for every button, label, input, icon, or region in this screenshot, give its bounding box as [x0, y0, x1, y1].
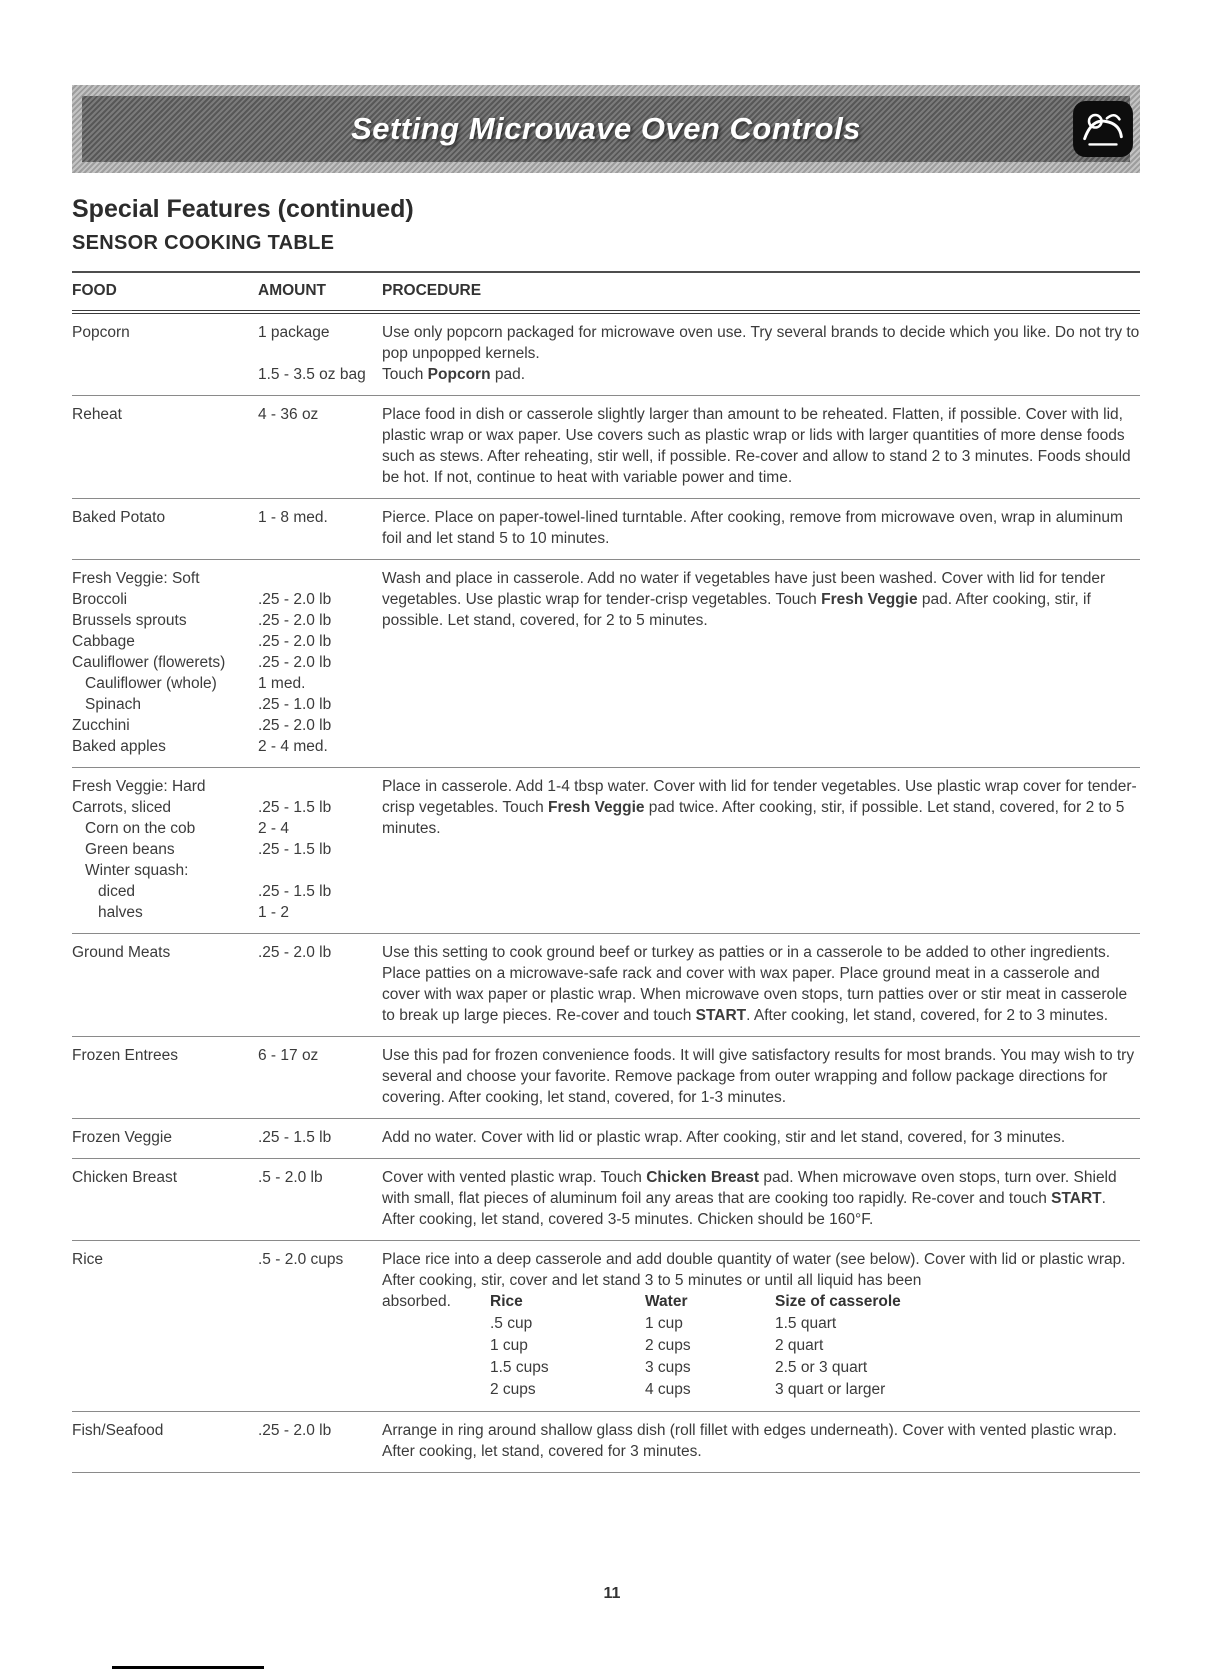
table-row	[72, 499, 1140, 560]
procedure-text: Place rice into a deep casserole and add double quantity of water (see below). Cover with lid or plastic wrap. After cooking, stir, cover and let stand 3 to 5 minutes or until all liquid has been	[382, 1251, 1126, 1289]
amount-line: 6 - 17 oz	[258, 1047, 319, 1064]
sub-table-cell: 4 cups	[645, 1381, 691, 1398]
food-cell	[72, 1045, 258, 1108]
food-line: Cabbage	[72, 633, 135, 650]
amount-line: .25 - 2.0 lb	[258, 633, 332, 650]
food-line: Corn on the cob	[85, 820, 196, 837]
sub-table-cell: 1.5 quart	[775, 1315, 837, 1332]
procedure-bold-text: Popcorn	[427, 366, 491, 383]
amount-cell	[258, 942, 382, 1026]
amount-line: .25 - 2.0 lb	[258, 944, 332, 961]
food-line: Chicken Breast	[72, 1169, 178, 1186]
procedure-paragraph	[382, 1249, 1140, 1291]
procedure-cell	[382, 776, 1140, 923]
food-line: Carrots, sliced	[72, 799, 172, 816]
food-line: Popcorn	[72, 324, 130, 341]
procedure-cell	[382, 507, 1140, 549]
sub-table-cell: 2.5 or 3 quart	[775, 1359, 868, 1376]
table-row	[72, 1412, 1140, 1473]
procedure-cell	[382, 404, 1140, 488]
food-cell	[72, 1167, 258, 1230]
rice-sub-table	[382, 1291, 1140, 1401]
sub-table-header-row	[490, 1291, 901, 1313]
sub-table-cell: 3 cups	[645, 1359, 691, 1376]
column-header-amount: AMOUNT	[258, 282, 327, 299]
amount-line: 1 package	[258, 324, 330, 341]
amount-line: .25 - 1.5 lb	[258, 799, 332, 816]
procedure-cell	[382, 1420, 1140, 1462]
column-header-procedure: PROCEDURE	[382, 282, 482, 299]
food-line: Broccoli	[72, 591, 128, 608]
amount-cell	[258, 1127, 382, 1148]
sensor-cooking-table	[72, 271, 1140, 1473]
amount-line: .25 - 2.0 lb	[258, 1422, 332, 1439]
procedure-paragraph	[382, 776, 1140, 839]
procedure-text: Use this setting to cook ground beef or turkey as patties or in a casserole to be added to other ingredients. Place patties on a microwave-safe rack and cover with wax paper. Place ground meat in a casserole and cover with wax paper or plastic wrap. When microwave oven stops, turn patties over or stir meat in casserole to break up large pieces. Re-cover and touch	[382, 944, 1128, 1024]
sub-table-cell: .5 cup	[490, 1315, 533, 1332]
column-header-food: FOOD	[72, 282, 117, 299]
food-line: Cauliflower (flowerets)	[72, 654, 226, 671]
amount-line: .25 - 2.0 lb	[258, 717, 332, 734]
procedure-bold-text: Fresh Veggie	[821, 591, 918, 608]
amount-cell	[258, 322, 382, 385]
procedure-text: Pierce. Place on paper-towel-lined turntable. After cooking, remove from microwave oven, wrap in aluminum foil and let stand 5 to 10 minutes.	[382, 509, 1123, 547]
amount-line: 1 med.	[258, 675, 306, 692]
amount-cell	[258, 776, 382, 923]
rice-measure-table	[490, 1291, 901, 1401]
banner-title: Setting Microwave Oven Controls	[351, 111, 861, 146]
procedure-cell	[382, 1127, 1140, 1148]
food-cell	[72, 1420, 258, 1462]
amount-line: .25 - 1.5 lb	[258, 883, 332, 900]
table-row	[72, 1241, 1140, 1412]
amount-line: 2 - 4	[258, 820, 290, 837]
sub-table-cell: 1.5 cups	[490, 1359, 549, 1376]
table-row	[72, 396, 1140, 499]
table-header-row	[72, 271, 1140, 314]
food-line: Frozen Entrees	[72, 1047, 178, 1064]
procedure-cell	[382, 322, 1140, 385]
amount-line: .25 - 1.5 lb	[258, 841, 332, 858]
table-row	[72, 1037, 1140, 1119]
food-line: Fresh Veggie: Soft	[72, 570, 200, 587]
table-row	[72, 768, 1140, 934]
amount-cell	[258, 1167, 382, 1230]
food-cell	[72, 776, 258, 923]
table-title: SENSOR COOKING TABLE	[72, 232, 335, 254]
food-line: Fresh Veggie: Hard	[72, 778, 206, 795]
procedure-paragraph	[382, 1420, 1140, 1462]
sub-table-cell: 2 cups	[490, 1381, 536, 1398]
amount-line	[258, 776, 382, 797]
food-cell	[72, 1249, 258, 1401]
procedure-text: pad.	[490, 366, 526, 383]
amount-line: .25 - 2.0 lb	[258, 612, 332, 629]
sub-table-row	[490, 1335, 901, 1357]
procedure-text: pad. When microwave oven stops, turn over. Shield with small, flat pieces of aluminum foil any areas that are cooking too rapidly. Re-cover and touch	[382, 1169, 1117, 1207]
procedure-paragraph	[382, 364, 1140, 385]
oven-controls-icon	[1072, 100, 1134, 158]
procedure-paragraph	[382, 507, 1140, 549]
amount-line: 4 - 36 oz	[258, 406, 319, 423]
food-line: Fish/Seafood	[72, 1422, 164, 1439]
sub-table-cell: 1 cup	[645, 1315, 683, 1332]
food-line: Spinach	[85, 696, 142, 713]
table-row	[72, 314, 1140, 396]
amount-line: .25 - 2.0 lb	[258, 654, 332, 671]
table-row	[72, 934, 1140, 1037]
page-number: 11	[603, 1585, 621, 1602]
procedure-text: . After cooking, let stand, covered 3-5 minutes. Chicken should be 160°F.	[382, 1190, 1106, 1228]
food-line: Green beans	[85, 841, 175, 858]
food-line: Ground Meats	[72, 944, 171, 961]
amount-cell	[258, 1420, 382, 1462]
procedure-text: pad twice. After cooking, stir, if possible. Let stand, covered, for 2 to 5 minutes.	[382, 799, 1125, 837]
amount-cell	[258, 568, 382, 757]
procedure-cell	[382, 1167, 1140, 1230]
procedure-text: pad. After cooking, stir, if possible. Let stand, covered, for 2 to 5 minutes.	[382, 591, 1091, 629]
amount-cell	[258, 1249, 382, 1401]
procedure-text: absorbed.	[382, 1293, 451, 1310]
table-row	[72, 560, 1140, 768]
food-cell	[72, 568, 258, 757]
amount-line: .5 - 2.0 cups	[258, 1251, 344, 1268]
amount-line	[258, 568, 382, 589]
amount-line: 1.5 - 3.5 oz bag	[258, 366, 366, 383]
food-cell	[72, 942, 258, 1026]
procedure-paragraph	[382, 1045, 1140, 1108]
amount-cell	[258, 1045, 382, 1108]
procedure-text: Place food in dish or casserole slightly larger than amount to be reheated. Flatten, if possible. Cover with lid, plastic wrap or wax paper. Use covers such as plastic wrap or lids with larger quantities of more dense foods such as stews. After reheating, stir well, if possible. Re-cover and allow to stand 2 to 3 minutes. Foods should be hot. If not, continue to heat with variable power and time.	[382, 406, 1131, 486]
sub-table-row	[490, 1379, 901, 1401]
section-banner	[72, 85, 1140, 173]
food-line: Frozen Veggie	[72, 1129, 172, 1146]
procedure-paragraph	[382, 1127, 1140, 1148]
food-line: Winter squash:	[85, 862, 189, 879]
procedure-text: Add no water. Cover with lid or plastic wrap. After cooking, stir and let stand, covered, for 3 minutes.	[382, 1129, 1066, 1146]
sub-table-row	[490, 1313, 901, 1335]
procedure-paragraph	[382, 568, 1140, 631]
amount-line: 2 - 4 med.	[258, 738, 328, 755]
procedure-cell	[382, 1045, 1140, 1108]
sub-table-row	[490, 1357, 901, 1379]
page-title: Special Features (continued)	[72, 195, 414, 223]
procedure-text: Place in casserole. Add 1-4 tbsp water. Cover with lid for tender vegetables. Use plastic wrap cover for tender-crisp vegetables. Touch	[382, 778, 1137, 816]
sensor-table-body	[72, 314, 1140, 1473]
procedure-text: Arrange in ring around shallow glass dish (roll fillet with edges underneath). Cover with vented plastic wrap. After cooking, let stand, covered for 3 minutes.	[382, 1422, 1117, 1460]
sub-table-header: Rice	[490, 1293, 523, 1310]
amount-line: 1 - 2	[258, 904, 290, 921]
page-content	[72, 85, 1140, 1473]
procedure-text: Cover with vented plastic wrap. Touch	[382, 1169, 647, 1186]
sub-table-header: Size of casserole	[775, 1293, 901, 1310]
amount-cell	[258, 404, 382, 488]
food-cell	[72, 507, 258, 549]
table-row	[72, 1159, 1140, 1241]
sub-table-header: Water	[645, 1293, 688, 1310]
food-line: Brussels sprouts	[72, 612, 187, 629]
procedure-bold-text: START	[1051, 1190, 1102, 1207]
section-banner-band	[82, 96, 1130, 162]
amount-line: .5 - 2.0 lb	[258, 1169, 323, 1186]
amount-line: .25 - 1.5 lb	[258, 1129, 332, 1146]
procedure-bold-text: START	[695, 1007, 747, 1024]
procedure-bold-text: Fresh Veggie	[548, 799, 645, 816]
food-line: diced	[98, 883, 136, 900]
sub-table-cell: 3 quart or larger	[775, 1381, 886, 1398]
amount-cell	[258, 507, 382, 549]
procedure-text: . After cooking, let stand, covered, for 2 to 3 minutes.	[746, 1007, 1109, 1024]
food-cell	[72, 404, 258, 488]
procedure-paragraph	[382, 942, 1140, 1026]
amount-line	[258, 343, 382, 364]
procedure-text: Touch	[382, 366, 428, 383]
food-cell	[72, 1127, 258, 1148]
procedure-cell	[382, 568, 1140, 757]
amount-line	[258, 860, 382, 881]
food-line: halves	[98, 904, 143, 921]
food-line: Baked apples	[72, 738, 166, 755]
amount-line: 1 - 8 med.	[258, 509, 328, 526]
food-line: Baked Potato	[72, 509, 166, 526]
food-line: Reheat	[72, 406, 122, 423]
procedure-cell	[382, 1249, 1140, 1401]
sub-table-cell: 2 quart	[775, 1337, 824, 1354]
procedure-paragraph	[382, 1167, 1140, 1230]
procedure-text: Wash and place in casserole. Add no water if vegetables have just been washed. Cover with lid for tender vegetables. Use plastic wrap for tender-crisp vegetables. Touch	[382, 570, 1106, 608]
sub-table-cell: 2 cups	[645, 1337, 691, 1354]
procedure-paragraph	[382, 404, 1140, 488]
procedure-text: Use this pad for frozen convenience foods. It will give satisfactory results for most brands. You may wish to try several and choose your favorite. Remove package from outer wrapping and follow package directions for covering. After cooking, let stand, covered, for 1-3 minutes.	[382, 1047, 1135, 1106]
amount-line: .25 - 1.0 lb	[258, 696, 332, 713]
procedure-cell	[382, 942, 1140, 1026]
amount-line: .25 - 2.0 lb	[258, 591, 332, 608]
food-cell	[72, 322, 258, 385]
procedure-paragraph	[382, 322, 1140, 364]
food-line: Cauliflower (whole)	[85, 675, 217, 692]
procedure-text: Use only popcorn packaged for microwave oven use. Try several brands to decide which you like. Do not try to pop unpopped kernels.	[382, 324, 1140, 362]
table-row	[72, 1119, 1140, 1159]
food-line: Rice	[72, 1251, 104, 1268]
food-line: Zucchini	[72, 717, 130, 734]
sub-table-cell: 1 cup	[490, 1337, 528, 1354]
procedure-bold-text: Chicken Breast	[646, 1169, 760, 1186]
